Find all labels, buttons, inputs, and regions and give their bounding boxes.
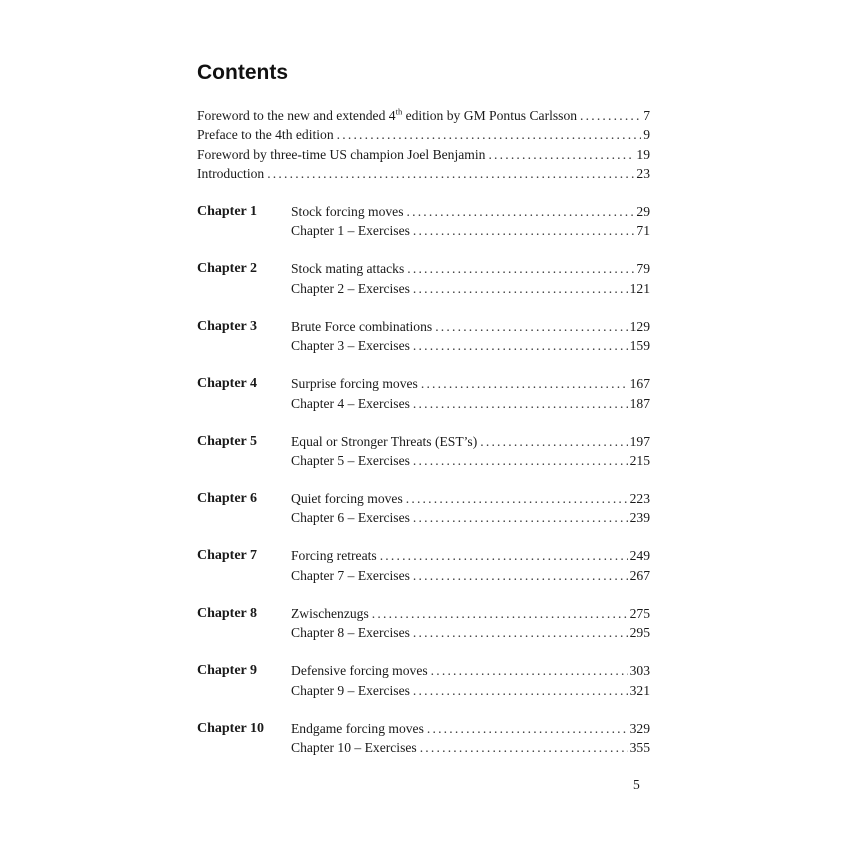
toc-entry-page: 267	[629, 567, 650, 583]
toc-entry-page: 7	[643, 108, 650, 123]
page-number: 5	[633, 777, 640, 792]
toc-entry	[291, 394, 650, 413]
toc-entry-title: Chapter 10 – Exercises	[291, 739, 417, 755]
toc-entry-page: 23	[636, 166, 650, 182]
toc-entry-title: Chapter 2 – Exercises	[291, 280, 410, 296]
dot-leader	[413, 681, 628, 700]
chapter-block-9	[197, 661, 650, 718]
chapter-label: Chapter 5	[197, 433, 258, 449]
chapter-label: Chapter 8	[197, 605, 258, 621]
chapter-block-5	[197, 432, 650, 489]
dot-leader	[413, 508, 628, 527]
toc-entry-title: Preface to the 4th edition	[197, 127, 334, 143]
toc-entry	[291, 623, 650, 642]
chapter-label: Chapter 10	[197, 720, 265, 736]
dot-leader	[413, 566, 628, 585]
toc-entry-page: 29	[636, 204, 650, 219]
toc-entry	[291, 719, 650, 738]
toc-entry-title: Quiet forcing moves	[291, 490, 403, 506]
dot-leader	[407, 202, 635, 221]
dot-leader	[488, 145, 634, 164]
toc-entry-page: 121	[629, 280, 650, 296]
toc-entry-title: Chapter 1 – Exercises	[291, 223, 410, 239]
toc-entry-page: 249	[629, 548, 650, 564]
toc-entry	[291, 317, 650, 336]
toc-entry-foreword-benjamin	[197, 145, 650, 164]
dot-leader	[427, 719, 628, 738]
toc-entry	[291, 259, 650, 278]
toc-entry-page: 187	[629, 395, 650, 411]
dot-leader	[580, 106, 641, 125]
toc-entry-preface	[197, 125, 650, 144]
chapter-list	[197, 202, 650, 776]
dot-leader	[413, 279, 628, 298]
toc-entry-page: 129	[629, 318, 650, 334]
toc-entry-title: Equal or Stronger Threats (EST’s)	[291, 433, 478, 449]
toc-entry-page: 215	[629, 452, 650, 468]
toc-entry-introduction	[197, 164, 650, 183]
toc-entry	[291, 374, 650, 393]
toc-entry-page: 295	[629, 625, 650, 641]
toc-entry-page: 9	[643, 127, 650, 143]
chapter-label: Chapter 1	[197, 204, 258, 219]
chapter-block-8	[197, 604, 650, 661]
toc-entry-title: Stock mating attacks	[291, 261, 405, 277]
toc-entry-title: Endgame forcing moves	[291, 720, 424, 736]
toc-entry	[291, 432, 650, 451]
dot-leader	[413, 221, 635, 240]
dot-leader	[413, 623, 628, 642]
toc-entry-page: 275	[629, 605, 650, 621]
dot-leader	[420, 738, 628, 757]
superscript-ordinal: th	[395, 106, 403, 117]
toc-entry-title: Defensive forcing moves	[291, 663, 428, 679]
toc-entry-page: 329	[629, 720, 650, 736]
toc-entry	[291, 604, 650, 623]
toc-entry-title: Surprise forcing moves	[291, 376, 418, 392]
toc-entry-page: 167	[629, 376, 650, 392]
dot-leader	[413, 451, 628, 470]
chapter-block-4	[197, 374, 650, 431]
toc-entry	[291, 336, 650, 355]
toc-entry	[291, 202, 650, 221]
toc-entry-page: 159	[629, 338, 650, 354]
chapter-label: Chapter 3	[197, 318, 258, 334]
toc-entry-title: Chapter 4 – Exercises	[291, 395, 410, 411]
dot-leader	[380, 546, 628, 565]
toc-entry-title: Chapter 7 – Exercises	[291, 567, 410, 583]
toc-entry-page: 197	[629, 433, 650, 449]
chapter-label: Chapter 9	[197, 663, 258, 679]
toc-entry-title: Chapter 5 – Exercises	[291, 452, 410, 468]
chapter-block-1	[197, 202, 650, 259]
toc-entry-foreword-new-edition	[197, 106, 650, 125]
chapter-block-6	[197, 489, 650, 546]
toc-entry	[291, 661, 650, 680]
toc-entry-title: Chapter 9 – Exercises	[291, 682, 410, 698]
dot-leader	[372, 604, 628, 623]
toc-entry-title: Zwischenzugs	[291, 605, 369, 621]
toc-entry-title: Chapter 8 – Exercises	[291, 625, 410, 641]
toc-entry-page: 355	[629, 739, 650, 755]
toc-entry-title: Chapter 6 – Exercises	[291, 510, 410, 526]
toc-entry-title: Foreword by three-time US champion Joel Benjamin	[197, 146, 486, 162]
dot-leader	[413, 336, 628, 355]
dot-leader	[267, 164, 634, 183]
dot-leader	[431, 661, 628, 680]
toc-entry	[291, 738, 650, 757]
chapter-label: Chapter 7	[197, 548, 258, 564]
toc-entry	[291, 681, 650, 700]
chapter-label: Chapter 2	[197, 261, 258, 277]
toc-entry	[291, 451, 650, 470]
toc-entry-page: 321	[629, 682, 650, 698]
dot-leader	[421, 374, 628, 393]
chapter-block-3	[197, 317, 650, 374]
toc-entry-page: 239	[629, 510, 650, 526]
chapter-label: Chapter 6	[197, 490, 258, 506]
toc-entry-page: 71	[636, 223, 650, 239]
toc-entry-title: Forcing retreats	[291, 548, 377, 564]
toc-entry-page: 223	[629, 490, 650, 506]
dot-leader	[413, 394, 628, 413]
dot-leader	[435, 317, 627, 336]
toc-entry-title: Foreword to the new and extended 4th edition by GM Pontus Carlsson	[197, 106, 578, 123]
toc-entry	[291, 508, 650, 527]
toc-entry	[291, 489, 650, 508]
toc-entry	[291, 221, 650, 240]
dot-leader	[480, 432, 627, 451]
toc-entry	[291, 546, 650, 565]
toc-entry-page: 79	[636, 261, 650, 277]
page-title: Contents	[197, 61, 288, 84]
dot-leader	[337, 125, 642, 144]
chapter-block-2	[197, 259, 650, 316]
dot-leader	[406, 489, 628, 508]
toc-entry-title: Brute Force combinations	[291, 318, 433, 334]
toc-entry	[291, 566, 650, 585]
toc-entry	[291, 279, 650, 298]
dot-leader	[407, 259, 634, 278]
toc-entry-title: Stock forcing moves	[291, 204, 404, 219]
front-matter-list	[197, 106, 650, 184]
chapter-block-7	[197, 546, 650, 603]
chapter-block-10	[197, 719, 650, 776]
chapter-label: Chapter 4	[197, 376, 258, 392]
toc-entry-title: Introduction	[197, 166, 265, 182]
toc-entry-page: 19	[636, 146, 650, 162]
toc-entry-title: Chapter 3 – Exercises	[291, 338, 410, 354]
toc-entry-page: 303	[629, 663, 650, 679]
